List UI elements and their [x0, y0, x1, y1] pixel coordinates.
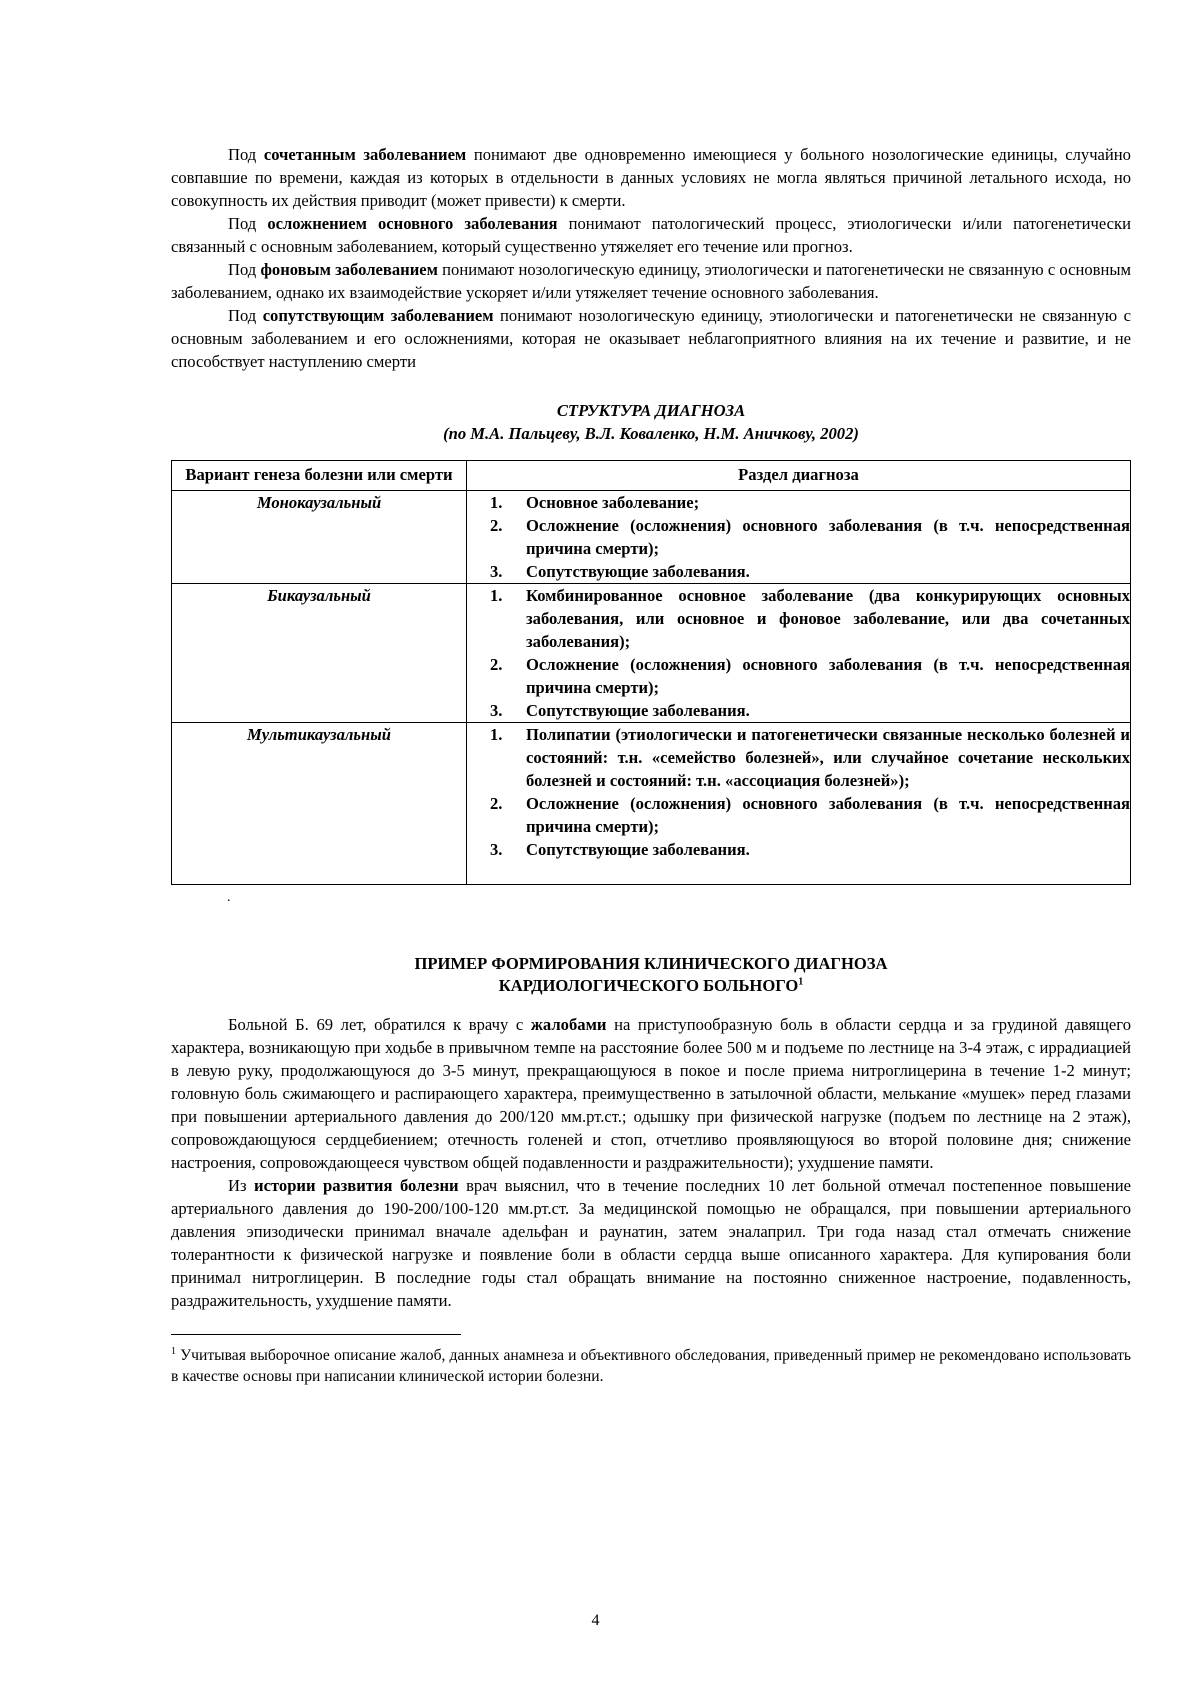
- page-number: 4: [591, 1612, 600, 1629]
- section-cell: [467, 723, 1131, 885]
- header-variant: Вариант генеза болезни или смерти: [172, 461, 467, 491]
- section-list: [467, 723, 1130, 861]
- list-item: 2. Осложнение (осложнения) основного заболевания (в т.ч. непосредственная причина смерти);: [490, 794, 1130, 836]
- footnote-divider: [171, 1334, 461, 1335]
- table-row: [172, 584, 1131, 723]
- history-paragraph: Из истории развития болезни врач выяснил, что в течение последних 10 лет больной отмечал постепенное повышение артериального давления до 190-200/100-120 мм.рт.ст. За медицинской помощью не обращался, при повышении артериального давления эпизодически принимал вначале адельфан и раунатин, затем эналаприл. Три года назад стал отмечать снижение толерантности к физической нагрузке и появление боли в области сердца выше описанного характера. Для купирования боли принимал нитроглицерин. В последние годы стал обращать внимание на постоянно сниженное настроение, подавленность, раздражительность, ухудшение памяти.: [171, 1176, 1131, 1310]
- header-section: Раздел диагноза: [467, 461, 1131, 491]
- term-history: истории развития болезни: [254, 1176, 459, 1195]
- footnote-mark: 1: [171, 1346, 176, 1357]
- diagnosis-structure-table: [171, 460, 1131, 885]
- variant-monocausal: Монокаузальный: [172, 491, 467, 584]
- table-header-row: [172, 461, 1131, 491]
- definitions-section: [171, 143, 1131, 373]
- section-list: [467, 584, 1130, 722]
- definition-concomitant-disease: Под сопутствующим заболеванием понимают нозологическую единицу, этиологически и патогенетически не связанную с основным заболеванием и его осложнениями, которая не оказывает неблагоприятного влияния на их течение и развитие, и не способствует наступлению смерти: [171, 306, 1131, 371]
- list-item: 1. Комбинированное основное заболевание (два конкурирующих основных заболевания, или основное и фоновое заболевание, или два сочетанных заболевания);: [490, 586, 1130, 651]
- list-item: 2. Осложнение (осложнения) основного заболевания (в т.ч. непосредственная причина смерти);: [490, 516, 1130, 558]
- cell-spacer: [467, 861, 1130, 884]
- list-item: 1. Полипатии (этиологически и патогенетически связанные несколько болезней и состояний: т.н. «семейство болезней», или случайное сочетание нескольких болезней и состояний: т.н. «ассоциация болезней»);: [490, 725, 1130, 790]
- complaints-paragraph: Больной Б. 69 лет, обратился к врачу с жалобами на приступообразную боль в области сердца и за грудиной давящего характера, возникающую при ходьбе в привычном темпе на расстояние более 500 м и подъеме по лестнице на 3-4 этаж, с иррадиацией в левую руку, продолжающуюся до 3-5 минут, прекращающуюся в покое и после приема нитроглицерина в течение 1-2 минут; головную боль сжимающего и распирающего характера, преимущественно в затылочной области, мелькание «мушек» перед глазами при повышении артериального давления до 200/120 мм.рт.ст.; одышку при физической нагрузке (подъем по лестнице на 2 этаж), сопровождающуюся сердцебиением; отечность голеней и стоп, отчетливо проявляющуюся во второй половине дня; снижение настроения, сопровождающееся чувством общей подавленности и раздражительности); ухудшение памяти.: [171, 1015, 1131, 1172]
- section-cell: [467, 584, 1131, 723]
- term-combined-disease: сочетанным заболеванием: [263, 145, 467, 164]
- list-item: 3. Сопутствующие заболевания.: [490, 562, 750, 581]
- list-item: 2. Осложнение (осложнения) основного заболевания (в т.ч. непосредственная причина смерти);: [490, 655, 1130, 697]
- structure-title: СТРУКТУРА ДИАГНОЗА: [556, 401, 746, 420]
- example-title-line1: ПРИМЕР ФОРМИРОВАНИЯ КЛИНИЧЕСКОГО ДИАГНОЗА: [414, 954, 888, 973]
- stray-mark: .: [227, 890, 231, 905]
- section-list: [467, 491, 1130, 583]
- list-item: 3. Сопутствующие заболевания.: [490, 840, 750, 859]
- table-row: [172, 723, 1131, 885]
- definition-background-disease: Под фоновым заболеванием понимают нозологическую единицу, этиологически и патогенетически не связанную с основным заболеванием, однако их взаимодействие ускоряет и/или утяжеляет течение основного заболевания.: [171, 260, 1131, 302]
- list-item: 1. Основное заболевание;: [490, 493, 700, 512]
- footnote: $^1$ Учитывая выборочное описание жалоб, данных анамнеза и объективного обследования, приведенный пример не рекомендовано использовать в качестве основы при написании клинической истории болезни.: [171, 1346, 1131, 1385]
- section-cell: [467, 491, 1131, 584]
- example-title: [171, 953, 1131, 997]
- term-concomitant-disease: сопутствующим заболеванием: [262, 306, 494, 325]
- variant-multicausal: Мультикаузальный: [172, 723, 467, 885]
- page-content: [171, 143, 1131, 1387]
- structure-subtitle: (по М.А. Пальцеву, В.Л. Коваленко, Н.М. Аничкову, 2002): [443, 424, 859, 443]
- variant-bicausal: Бикаузальный: [172, 584, 467, 723]
- term-background-disease: фоновым заболеванием: [260, 260, 438, 279]
- definition-complication: Под осложнением основного заболевания понимают патологический процесс, этиологически и/или патогенетически связанный с основным заболеванием, который существенно утяжеляет его течение или прогноз.: [171, 214, 1131, 256]
- structure-title-block: [171, 399, 1131, 445]
- footnote-reference: 1: [798, 976, 804, 988]
- term-complaints: жалобами: [530, 1015, 607, 1034]
- definition-combined-disease: Под сочетанным заболеванием понимают две одновременно имеющиеся у больного нозологические единицы, случайно совпавшие по времени, каждая из которых в отдельности в данных условиях не могла являться причиной летального исхода, но совокупность их действия приводит (может привести) к смерти.: [171, 145, 1131, 210]
- list-item: 3. Сопутствующие заболевания.: [490, 701, 750, 720]
- example-body: [171, 1013, 1131, 1312]
- term-complication: осложнением основного заболевания: [267, 214, 558, 233]
- example-title-line2: КАРДИОЛОГИЧЕСКОГО БОЛЬНОГО$^1$: [498, 976, 804, 995]
- table-row: [172, 491, 1131, 584]
